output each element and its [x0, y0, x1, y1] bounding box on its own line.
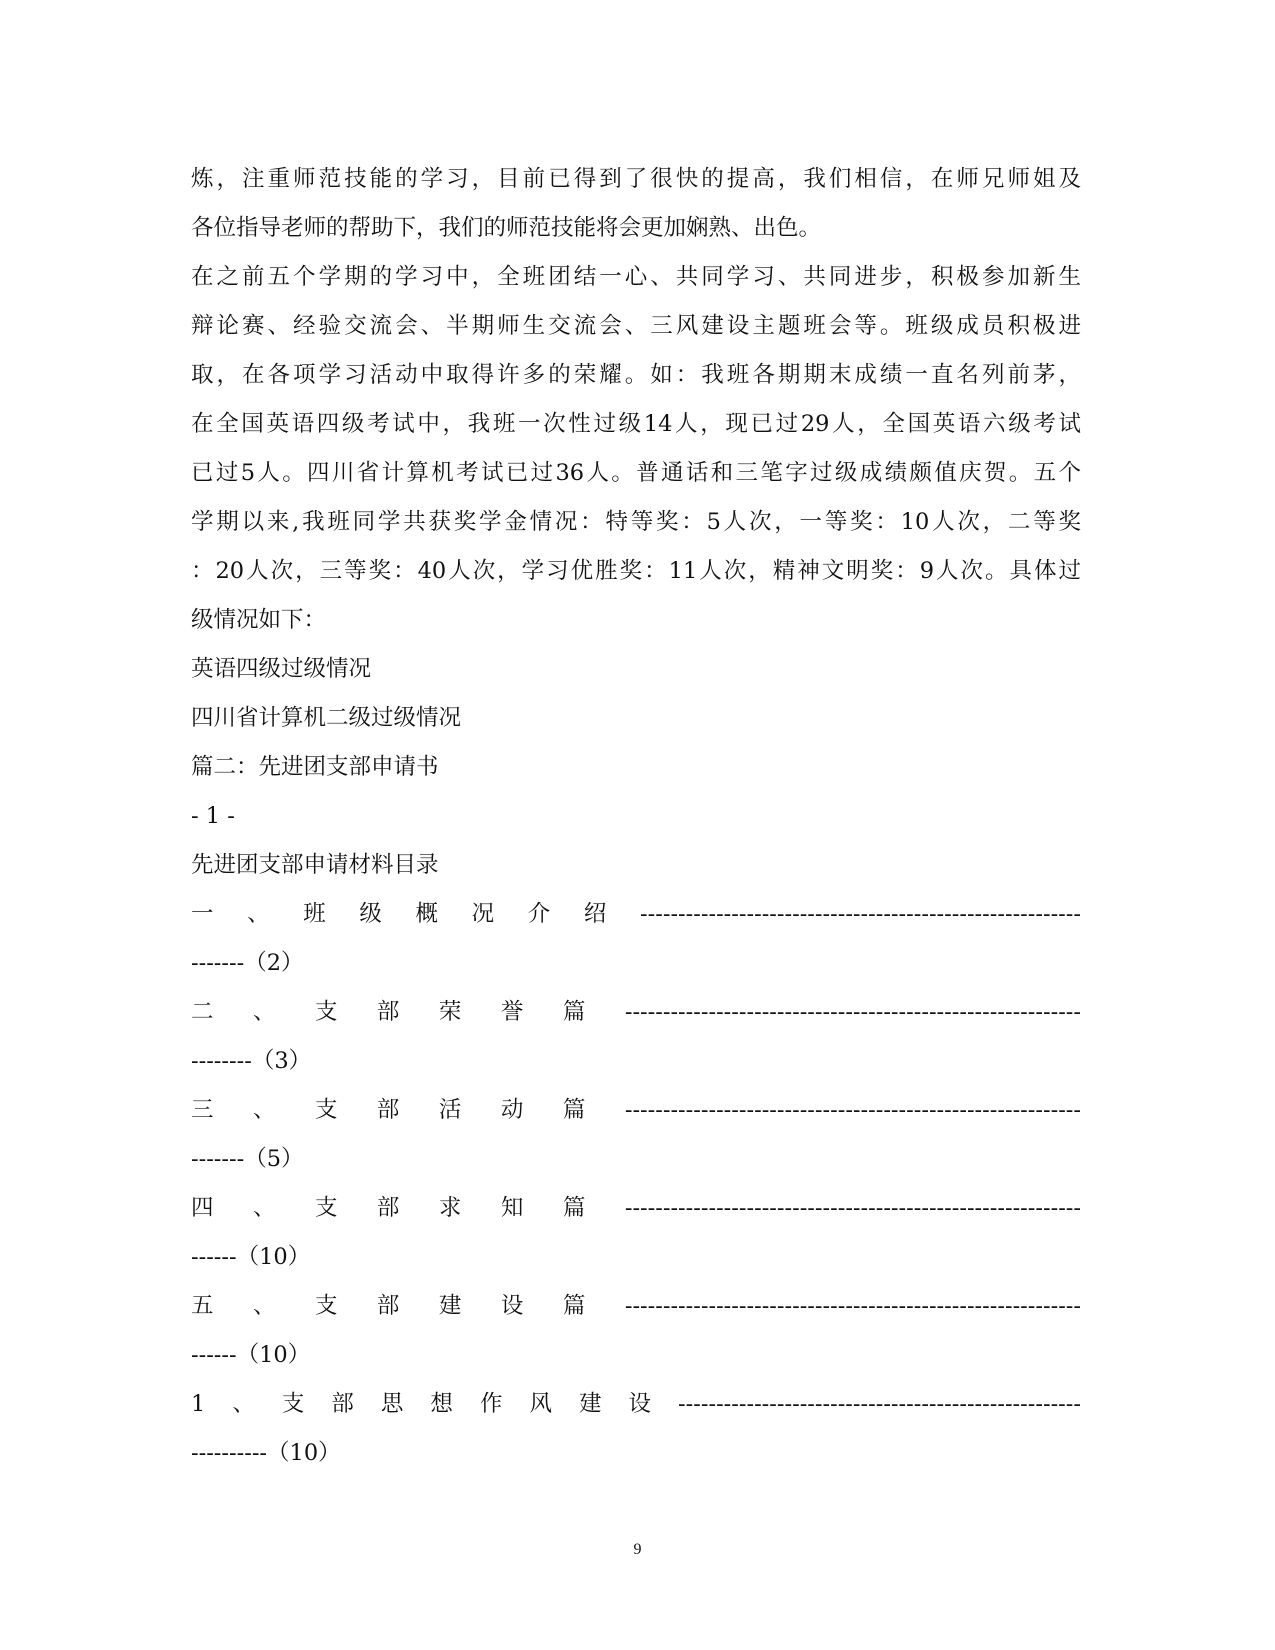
- page-number: 9: [633, 1541, 642, 1558]
- text-line: 取，在各项学习活动中取得许多的荣耀。如：我班各期期末成绩一直名列前茅，: [191, 362, 1081, 388]
- toc-title: 先进团支部申请材料目录: [191, 852, 439, 878]
- toc-entry: 一、班级概况介绍----------------------------------------------------------: [191, 901, 1081, 927]
- inline-page-marker: - 1 -: [191, 803, 235, 829]
- section-heading: 四川省计算机二级过级情况: [191, 705, 462, 731]
- text-line: ：20人次，三等奖：40人次，学习优胜奖：11人次，精神文明奖：9人次。具体过: [191, 558, 1081, 584]
- text-line: 炼，注重师范技能的学习，目前已得到了很快的提高，我们相信，在师兄师姐及: [191, 166, 1081, 192]
- text-line: 学期以来,我班同学共获奖学金情况：特等奖：5人次，一等奖：10人次，二等奖: [191, 509, 1081, 535]
- text-line: 各位指导老师的帮助下，我们的师范技能将会更加娴熟、出色。: [191, 215, 822, 241]
- toc-entry: 五、支部建设篇------------------------------------------------------------: [191, 1293, 1081, 1319]
- toc-entry-page: ------（10）: [191, 1244, 311, 1270]
- section-heading: 英语四级过级情况: [191, 656, 372, 682]
- text-line: 级情况如下：: [191, 607, 327, 633]
- toc-entry-page: --------（3）: [191, 1048, 312, 1074]
- text-line: 已过5人。四川省计算机考试已过36人。普通话和三笔字过级成绩颇值庆贺。五个: [191, 460, 1081, 486]
- chapter-title: 篇二：先进团支部申请书: [191, 754, 439, 780]
- toc-entry-page: ------（10）: [191, 1342, 311, 1368]
- text-line: 在之前五个学期的学习中，全班团结一心、共同学习、共同进步，积极参加新生: [191, 264, 1081, 290]
- toc-entry-page: ----------（10）: [191, 1440, 341, 1466]
- toc-entry: 二、支部荣誉篇------------------------------------------------------------: [191, 999, 1081, 1025]
- toc-entry: 三、支部活动篇------------------------------------------------------------: [191, 1097, 1081, 1123]
- text-line: 辩论赛、经验交流会、半期师生交流会、三风建设主题班会等。班级成员积极进: [191, 313, 1081, 339]
- text-line: 在全国英语四级考试中，我班一次性过级14人，现已过29人，全国英语六级考试: [191, 411, 1081, 437]
- toc-entry-page: -------（2）: [191, 950, 304, 976]
- toc-entry-page: -------（5）: [191, 1146, 304, 1172]
- toc-entry: 四、支部求知篇------------------------------------------------------------: [191, 1195, 1081, 1221]
- body-text: [191, 155, 1081, 1478]
- toc-entry: 1、支部思想作风建设-----------------------------------------------------: [191, 1391, 1081, 1417]
